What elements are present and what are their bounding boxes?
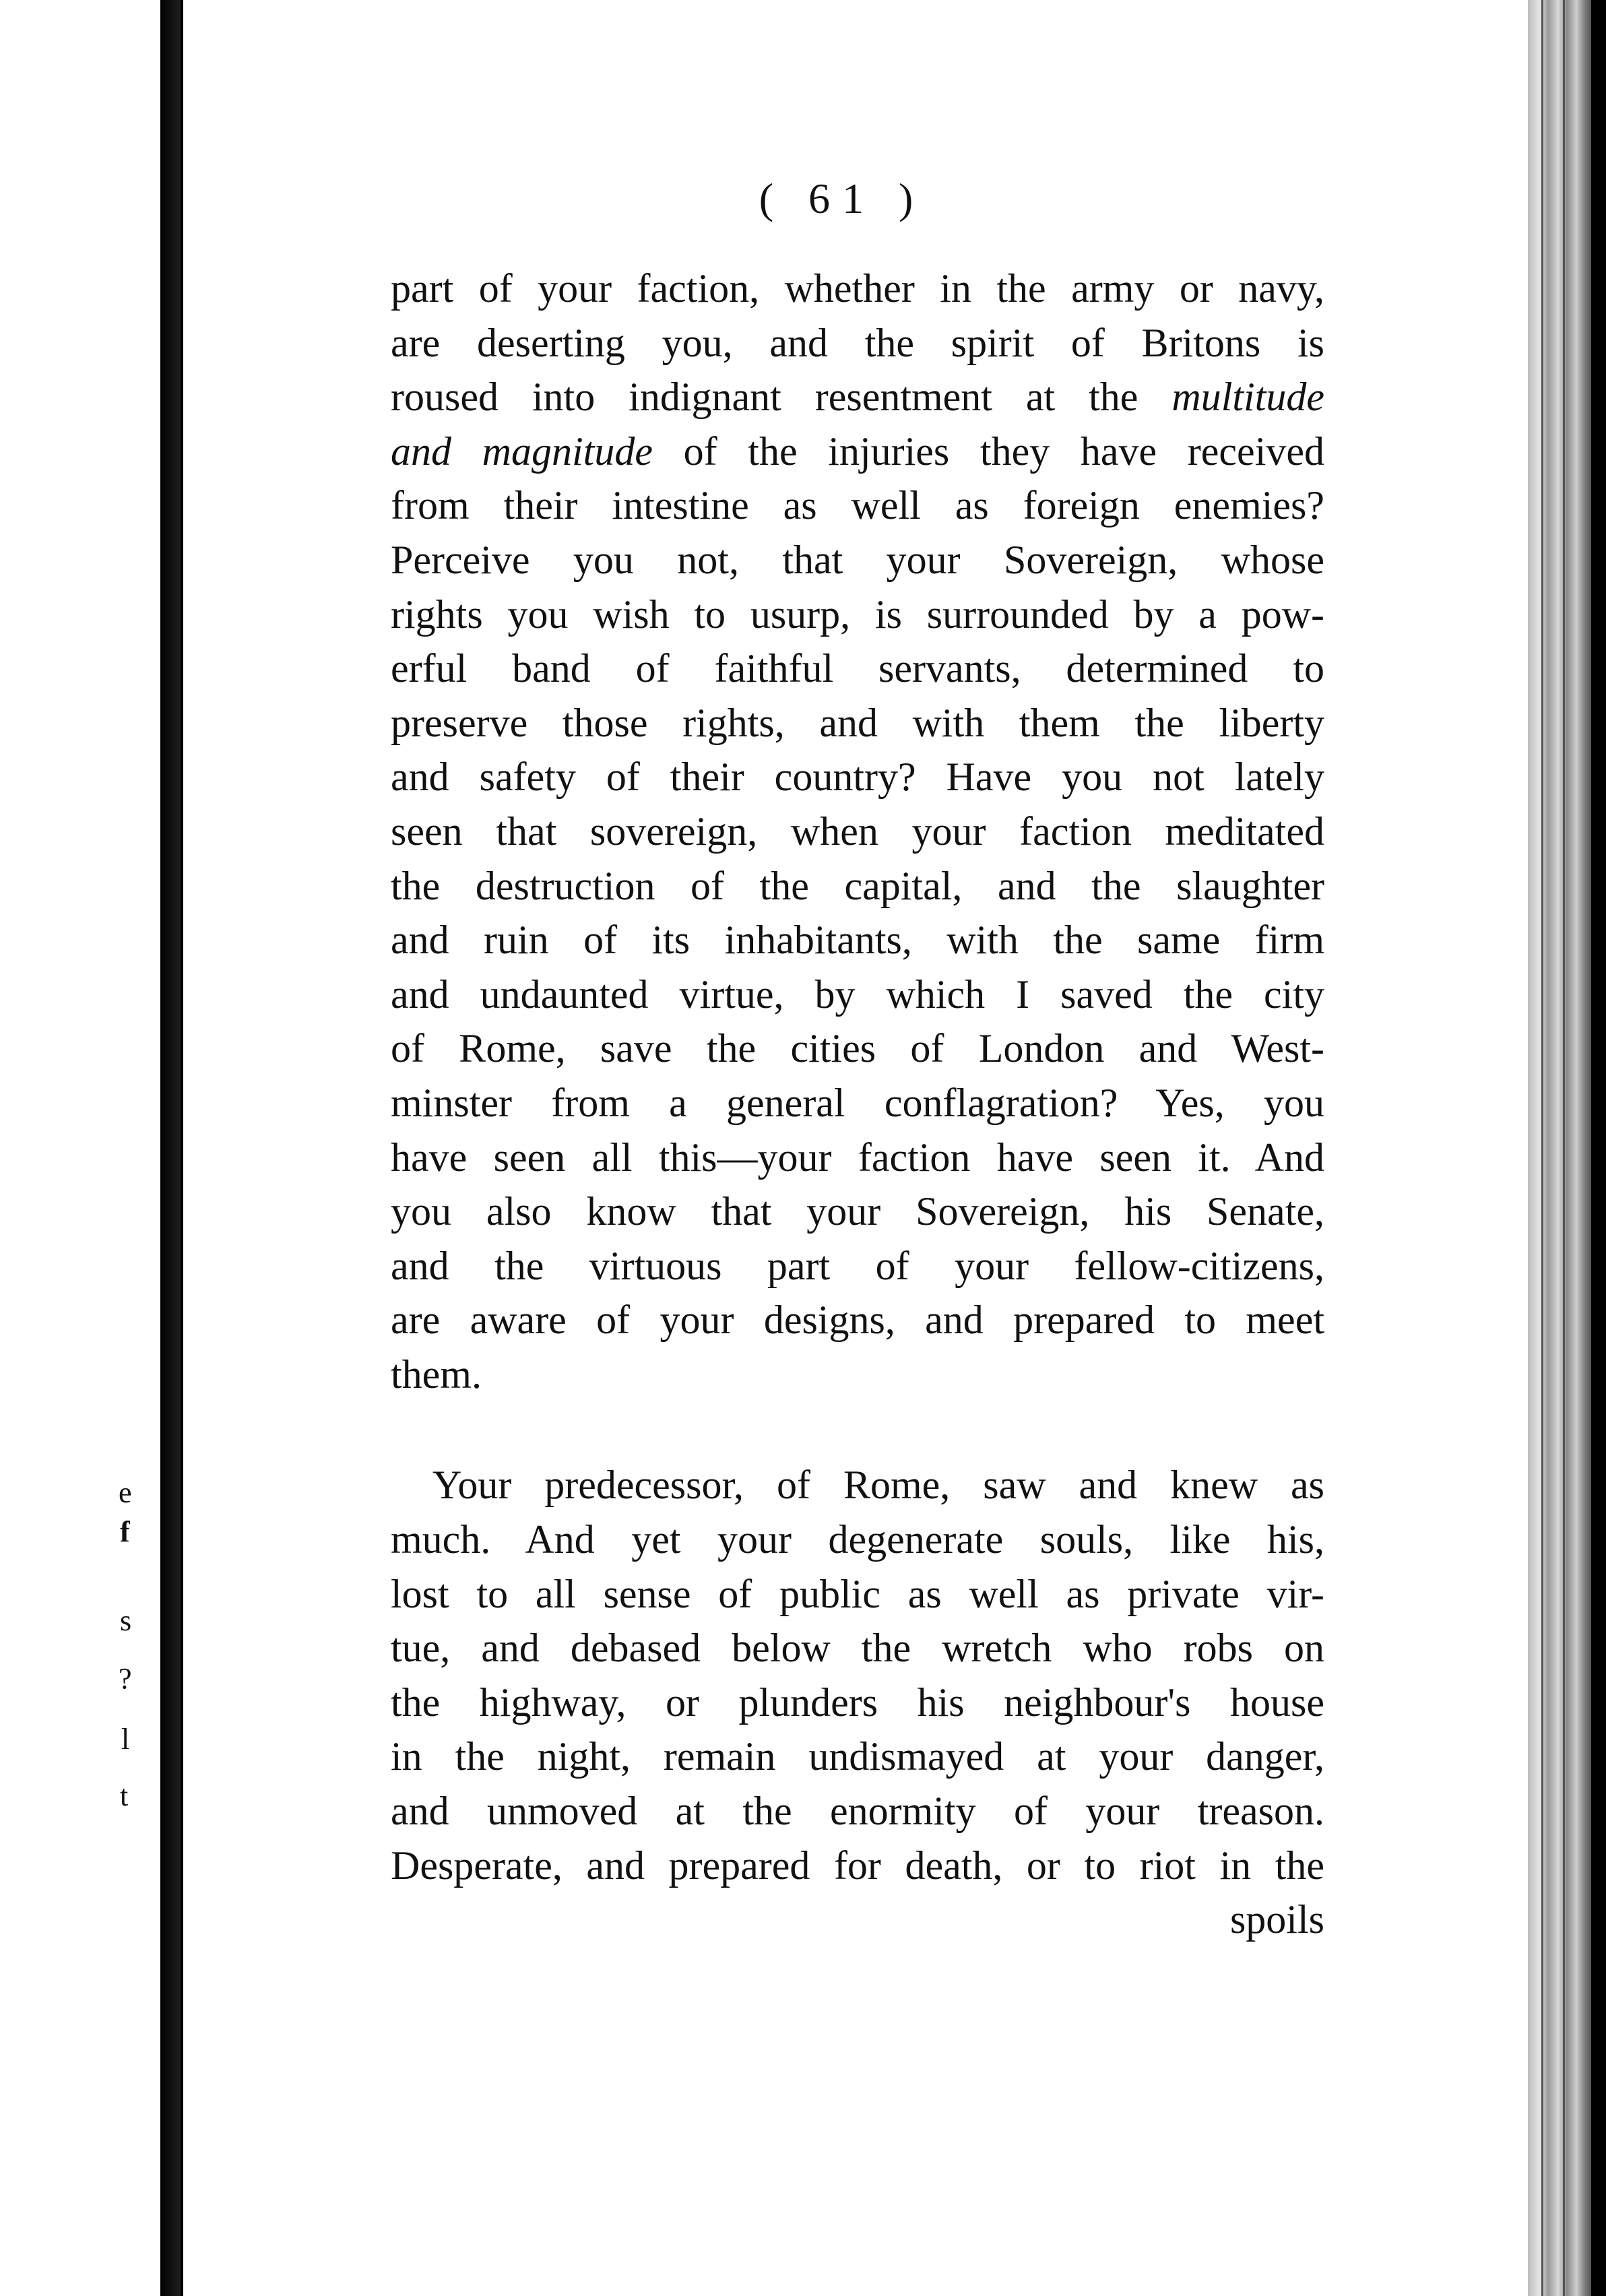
text-line: much. And yet your degenerate souls, like his,	[391, 1517, 1324, 1562]
text-line: you also know that your Sovereign, his Senate,	[391, 1189, 1324, 1234]
paragraph-1	[391, 261, 1324, 1401]
text-line: minster from a general conflagration? Yes, you	[391, 1080, 1324, 1125]
text-line	[391, 424, 1324, 479]
text-line: and the virtuous part of your fellow-citizens,	[391, 1243, 1324, 1288]
text-line: and safety of their country? Have you not lately	[391, 755, 1324, 800]
fore-edge-line	[1541, 0, 1543, 2296]
text-line: lost to all sense of public as well as private vir-	[391, 1571, 1324, 1616]
left-page-fragment: ?	[119, 1662, 132, 1695]
text-line: of Rome, save the cities of London and West-	[391, 1026, 1324, 1071]
fore-edge-line	[1563, 0, 1565, 2296]
catchword: spoils	[1229, 1897, 1324, 1942]
left-page-fragment: f	[120, 1515, 130, 1548]
left-page-fragment: t	[120, 1779, 129, 1812]
text-run: of the injuries they have received	[652, 428, 1324, 474]
text-run: roused into indignant resentment at the	[391, 375, 1172, 420]
scan-border	[1591, 0, 1606, 2296]
left-page-fragment: l	[121, 1723, 130, 1756]
italic-text: multitude	[1171, 375, 1324, 420]
text-line: and ruin of its inhabitants, with the same firm	[391, 918, 1324, 963]
text-line: the highway, or plunders his neighbour's house	[391, 1680, 1324, 1725]
text-line: erful band of faithful servants, determined to	[391, 646, 1324, 691]
text-line: have seen all this—your faction have seen it. And	[391, 1135, 1324, 1180]
text-line: from their intestine as well as foreign enemies?	[391, 483, 1324, 528]
paragraph-2	[391, 1458, 1324, 1892]
text-line: seen that sovereign, when your faction meditated	[391, 808, 1324, 854]
text-line: them.	[391, 1351, 482, 1397]
text-line: in the night, remain undismayed at your danger,	[391, 1734, 1324, 1779]
text-line: are aware of your designs, and prepared to meet	[391, 1298, 1324, 1343]
page-fore-edge	[1528, 0, 1595, 2296]
text-line: rights you wish to usurp, is surrounded by a pow-	[391, 592, 1324, 637]
italic-text: and magnitude	[391, 428, 653, 474]
left-page-edge	[0, 0, 160, 2296]
body-text	[391, 261, 1324, 1947]
text-line: part of your faction, whether in the army or navy,	[391, 266, 1324, 311]
paragraph-gap	[391, 1401, 1324, 1458]
text-line: are deserting you, and the spirit of Britons is	[391, 320, 1324, 365]
left-page-fragment: s	[120, 1604, 132, 1637]
text-line: and undaunted virtue, by which I saved the city	[391, 971, 1324, 1017]
text-line: tue, and debased below the wretch who robs on	[391, 1626, 1324, 1671]
left-page-fragment: e	[119, 1476, 132, 1509]
text-line: Perceive you not, that your Sovereign, whose	[391, 537, 1324, 582]
text-line: Desperate, and prepared for death, or to riot in the	[391, 1843, 1324, 1888]
text-line: the destruction of the capital, and the slaughter	[391, 863, 1324, 908]
text-line: Your predecessor, of Rome, saw and knew as	[432, 1463, 1324, 1508]
text-line	[391, 370, 1324, 424]
text-line: and unmoved at the enormity of your treason.	[391, 1789, 1324, 1834]
page-number: ( 61 )	[759, 174, 926, 222]
text-line: preserve those rights, and with them the liberty	[391, 700, 1324, 745]
